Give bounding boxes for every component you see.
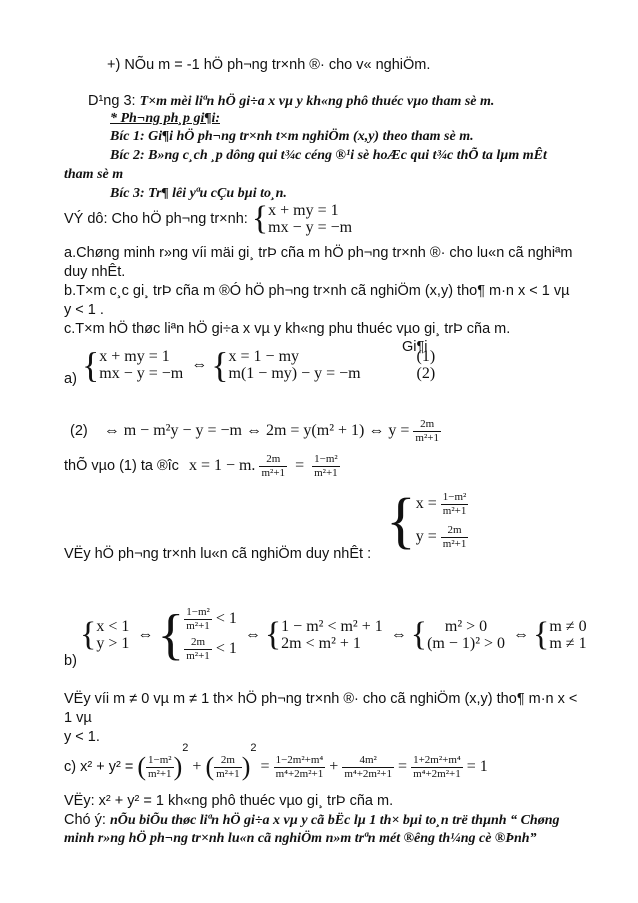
b2-frac-2-num: 2m (184, 636, 212, 650)
b5-line-1: m ≠ 0 (549, 617, 587, 635)
sub-frac-1-num: 2m (259, 453, 287, 467)
method-step-1: Bíc 1: Gi¶i hÖ ph¬ng tr×nh t×m nghiÖm (x,y) theo tham sè m. (110, 129, 474, 144)
c-plus-1: + (192, 758, 202, 776)
question-b-line-1: b.T×m c¸c gi¸ trÞ cña m ®Ó hÖ ph¬ng tr×nh cã nghiÖm (x,y) tho¶ m·n x < 1 vµ (64, 283, 570, 299)
part-a-right (229, 348, 399, 382)
brace-a2: { (211, 345, 229, 385)
result-y (416, 524, 469, 551)
equation-tags (417, 348, 436, 382)
part-a-right-2: m(1 − my) − y = −m (228, 365, 361, 382)
sub-frac-2-num: 1−m² (314, 452, 338, 465)
y2-frac (441, 524, 469, 551)
part-b-chain (80, 603, 587, 666)
brace-b4: { (410, 615, 428, 653)
c-frac-2-den: m²+1 (216, 767, 240, 780)
part-a-left-2: mx − y = −m (99, 365, 184, 382)
b2-line-2 (184, 636, 237, 663)
brace-a1: { (82, 345, 100, 385)
part-b-label: b) (64, 653, 77, 669)
example-eq-1: x + my = 1 (268, 202, 339, 219)
dang3-heading (88, 92, 494, 111)
substitution-line (64, 449, 340, 483)
c-frac-5-den: m⁴+2m²+1 (413, 767, 461, 780)
c-frac-5 (411, 754, 463, 781)
equivalence-arrow: ⇔ (191, 356, 208, 373)
sub-frac-2-den: m²+1 (314, 466, 338, 479)
c-paren-close-2: ) (241, 752, 251, 782)
method-heading: * Ph¬ng ph¸p gi¶i: (110, 111, 220, 126)
c-equals-1: = (260, 758, 270, 776)
question-c: c.T×m hÖ thøc liªn hÖ gi÷a x vµ y kh«ng phu thuéc vµo gi¸ trÞ cña m. (64, 321, 511, 337)
b4-line-2: (m − 1)² > 0 (427, 634, 506, 652)
conclusion-b-line-3: y < 1. (64, 729, 100, 745)
tag-1: (1) (416, 348, 436, 365)
b1-line-1: x < 1 (96, 617, 130, 635)
c-frac-4-num: 4m² (342, 754, 394, 768)
example-intro-text: VÝ dô: Cho hÖ ph¬ng tr×nh: (64, 210, 248, 227)
y-fraction (413, 418, 441, 445)
eq2-label: (2) (70, 423, 88, 440)
b-step-4 (427, 618, 505, 652)
b2-frac-2-den: m²+1 (186, 650, 210, 662)
b2-lt-1: < 1 (215, 610, 237, 628)
question-b-line-2: y < 1 . (64, 302, 104, 318)
x-frac-den: m²+1 (442, 505, 467, 517)
arrow-b3: ⇔ (390, 626, 407, 643)
arrow-b1: ⇔ (137, 626, 154, 643)
part-a-left-1: x + my = 1 (99, 348, 170, 365)
b3-line-1: 1 − m² < m² + 1 (281, 617, 383, 635)
c-paren-open-2: ( (205, 752, 215, 782)
x-eq-label: x = (415, 495, 437, 513)
part-c-line (64, 742, 488, 789)
method-step-2-cont: tham sè m (64, 167, 124, 182)
arrow-b4: ⇔ (513, 626, 530, 643)
b2-line-1 (184, 606, 237, 633)
arrow-b2: ⇔ (244, 626, 261, 643)
result-system (386, 487, 468, 555)
y-frac-num: 2m (413, 418, 441, 432)
x-frac (441, 491, 469, 518)
brace-result: { (386, 487, 416, 555)
example-eq-2: mx − y = −m (268, 219, 353, 236)
method-step-2: Bíc 2: B»ng c¸ch ¸p dông qui t¾c céng ®¹i sè hoÆc qui t¾c thÕ ta lµm mÊt (110, 148, 547, 163)
y2-frac-num: 2m (441, 524, 469, 538)
part-a-label: a) (64, 371, 77, 387)
equation-2-derivation (70, 411, 441, 451)
question-a-line-2: duy nhÊt. (64, 264, 126, 280)
c-frac-3-num: 1−2m²+m⁴ (275, 753, 324, 766)
y-eq-label: y = (415, 528, 437, 546)
conclusion-c: VËy: x² + y² = 1 kh«ng phô thuéc vµo gi¸ trÞ cña m. (64, 793, 394, 809)
substitution-expr: x = 1 − m. (188, 457, 256, 475)
intro-line: +) NÕu m = -1 hÖ ph¬ng tr×nh ®· cho v« nghiÖm. (107, 57, 431, 73)
sub-frac-1-den: m²+1 (261, 466, 286, 479)
sub-frac-1 (259, 453, 287, 480)
part-c-label: c) x² + y² = (64, 759, 134, 776)
result-values (416, 491, 469, 551)
c-frac-1 (146, 754, 174, 781)
c-plus-2: + (329, 758, 339, 776)
substitution-text: thÕ vµo (1) ta ®îc (64, 458, 179, 475)
sub-frac-2 (312, 453, 340, 480)
c-frac-4 (342, 754, 394, 781)
c-frac-1-den: m²+1 (148, 767, 172, 780)
brace-b1: { (80, 615, 97, 653)
example-intro (64, 202, 352, 236)
brace-b3: { (264, 615, 282, 653)
b2-frac-1 (184, 606, 212, 633)
dang3-title: T×m mèi liªn hÖ gi÷a x vµ y kh«ng phô thuéc vµo tham sè m. (139, 94, 495, 109)
b2-frac-1-den: m²+1 (186, 620, 210, 632)
brace-b2: { (157, 603, 185, 666)
c-frac-3 (274, 754, 326, 781)
c-frac-2 (214, 754, 242, 781)
eq2-expression: ⇔ m − m²y − y = −m ⇔ 2m = y(m² + 1) ⇔ y = (103, 422, 410, 440)
b-step-1 (96, 618, 129, 652)
y2-frac-den: m²+1 (442, 538, 467, 550)
tag-2: (2) (416, 365, 436, 382)
x-frac-num: 1−m² (442, 491, 467, 503)
c-frac-4-den: m⁴+2m²+1 (344, 767, 392, 780)
c-frac-1-num: 1−m² (148, 753, 172, 766)
result-text: VËy hÖ ph¬ng tr×nh lu«n cã nghiÖm duy nhÊt : (64, 546, 372, 562)
b1-line-2: y > 1 (96, 634, 130, 652)
c-frac-3-den: m⁴+2m²+1 (275, 767, 324, 780)
question-a-line-1: a.Chøng minh r»ng víi mäi gi¸ trÞ cña m hÖ ph¬ng tr×nh ®· cho lu«n cã nghiªm (64, 245, 573, 261)
conclusion-b-line-1: VËy víi m ≠ 0 vµ m ≠ 1 th× hÖ ph¬ng tr×nh ®· cho cã nghiÖm (x,y) tho¶ m·n x < (64, 691, 578, 707)
b2-lt-2: < 1 (215, 640, 237, 658)
c-paren-open-1: ( (137, 752, 146, 782)
b4-line-1: m² > 0 (444, 617, 488, 635)
c-equals-2: = (398, 758, 408, 776)
result-x (416, 491, 469, 518)
c-result: = 1 (466, 758, 488, 776)
part-a-right-1: x = 1 − my (228, 348, 300, 365)
b2-frac-1-num: 1−m² (186, 606, 210, 618)
note-line-2: minh r»ng hÖ ph¬ng tr×nh lu«n cã nghiÖm n»m trªn mét ®êng th¼ng cè ®Þnh” (64, 831, 537, 846)
sub-equals: = (295, 457, 305, 475)
conclusion-b-line-2: 1 vµ (64, 710, 92, 726)
note-line-1 (64, 811, 560, 830)
c-sq-2: 2 (250, 742, 257, 754)
b-step-5 (549, 618, 586, 652)
method-step-3: Bíc 3: Tr¶ lêi yªu cÇu bµi to¸n. (110, 186, 287, 201)
part-a-system (82, 347, 435, 383)
c-paren-close-1: ) (173, 752, 183, 782)
example-system (268, 202, 352, 236)
b2-frac-2 (184, 636, 212, 663)
c-frac-2-num: 2m (214, 754, 242, 768)
dang3-label: D¹ng 3: (88, 93, 140, 109)
b-step-3 (281, 618, 383, 652)
note-text-1: nÕu biÕu thøc liªn hÖ gi÷a x vµ y cã bËc lµ 1 th× bµi to¸n trë thµnh “ Chøng (109, 813, 560, 828)
system-brace: { (251, 200, 269, 237)
note-label: Chó ý: (64, 812, 110, 828)
b-step-2 (184, 606, 237, 663)
b3-line-2: 2m < m² + 1 (281, 634, 361, 652)
c-frac-5-num: 1+2m²+m⁴ (413, 753, 461, 766)
b5-line-2: m ≠ 1 (549, 634, 587, 652)
brace-b5: { (533, 615, 550, 653)
c-sq-1: 2 (182, 742, 189, 754)
part-a-left (99, 348, 183, 382)
y-frac-den: m²+1 (415, 431, 439, 444)
solution-heading: Gi¶i (402, 339, 428, 355)
